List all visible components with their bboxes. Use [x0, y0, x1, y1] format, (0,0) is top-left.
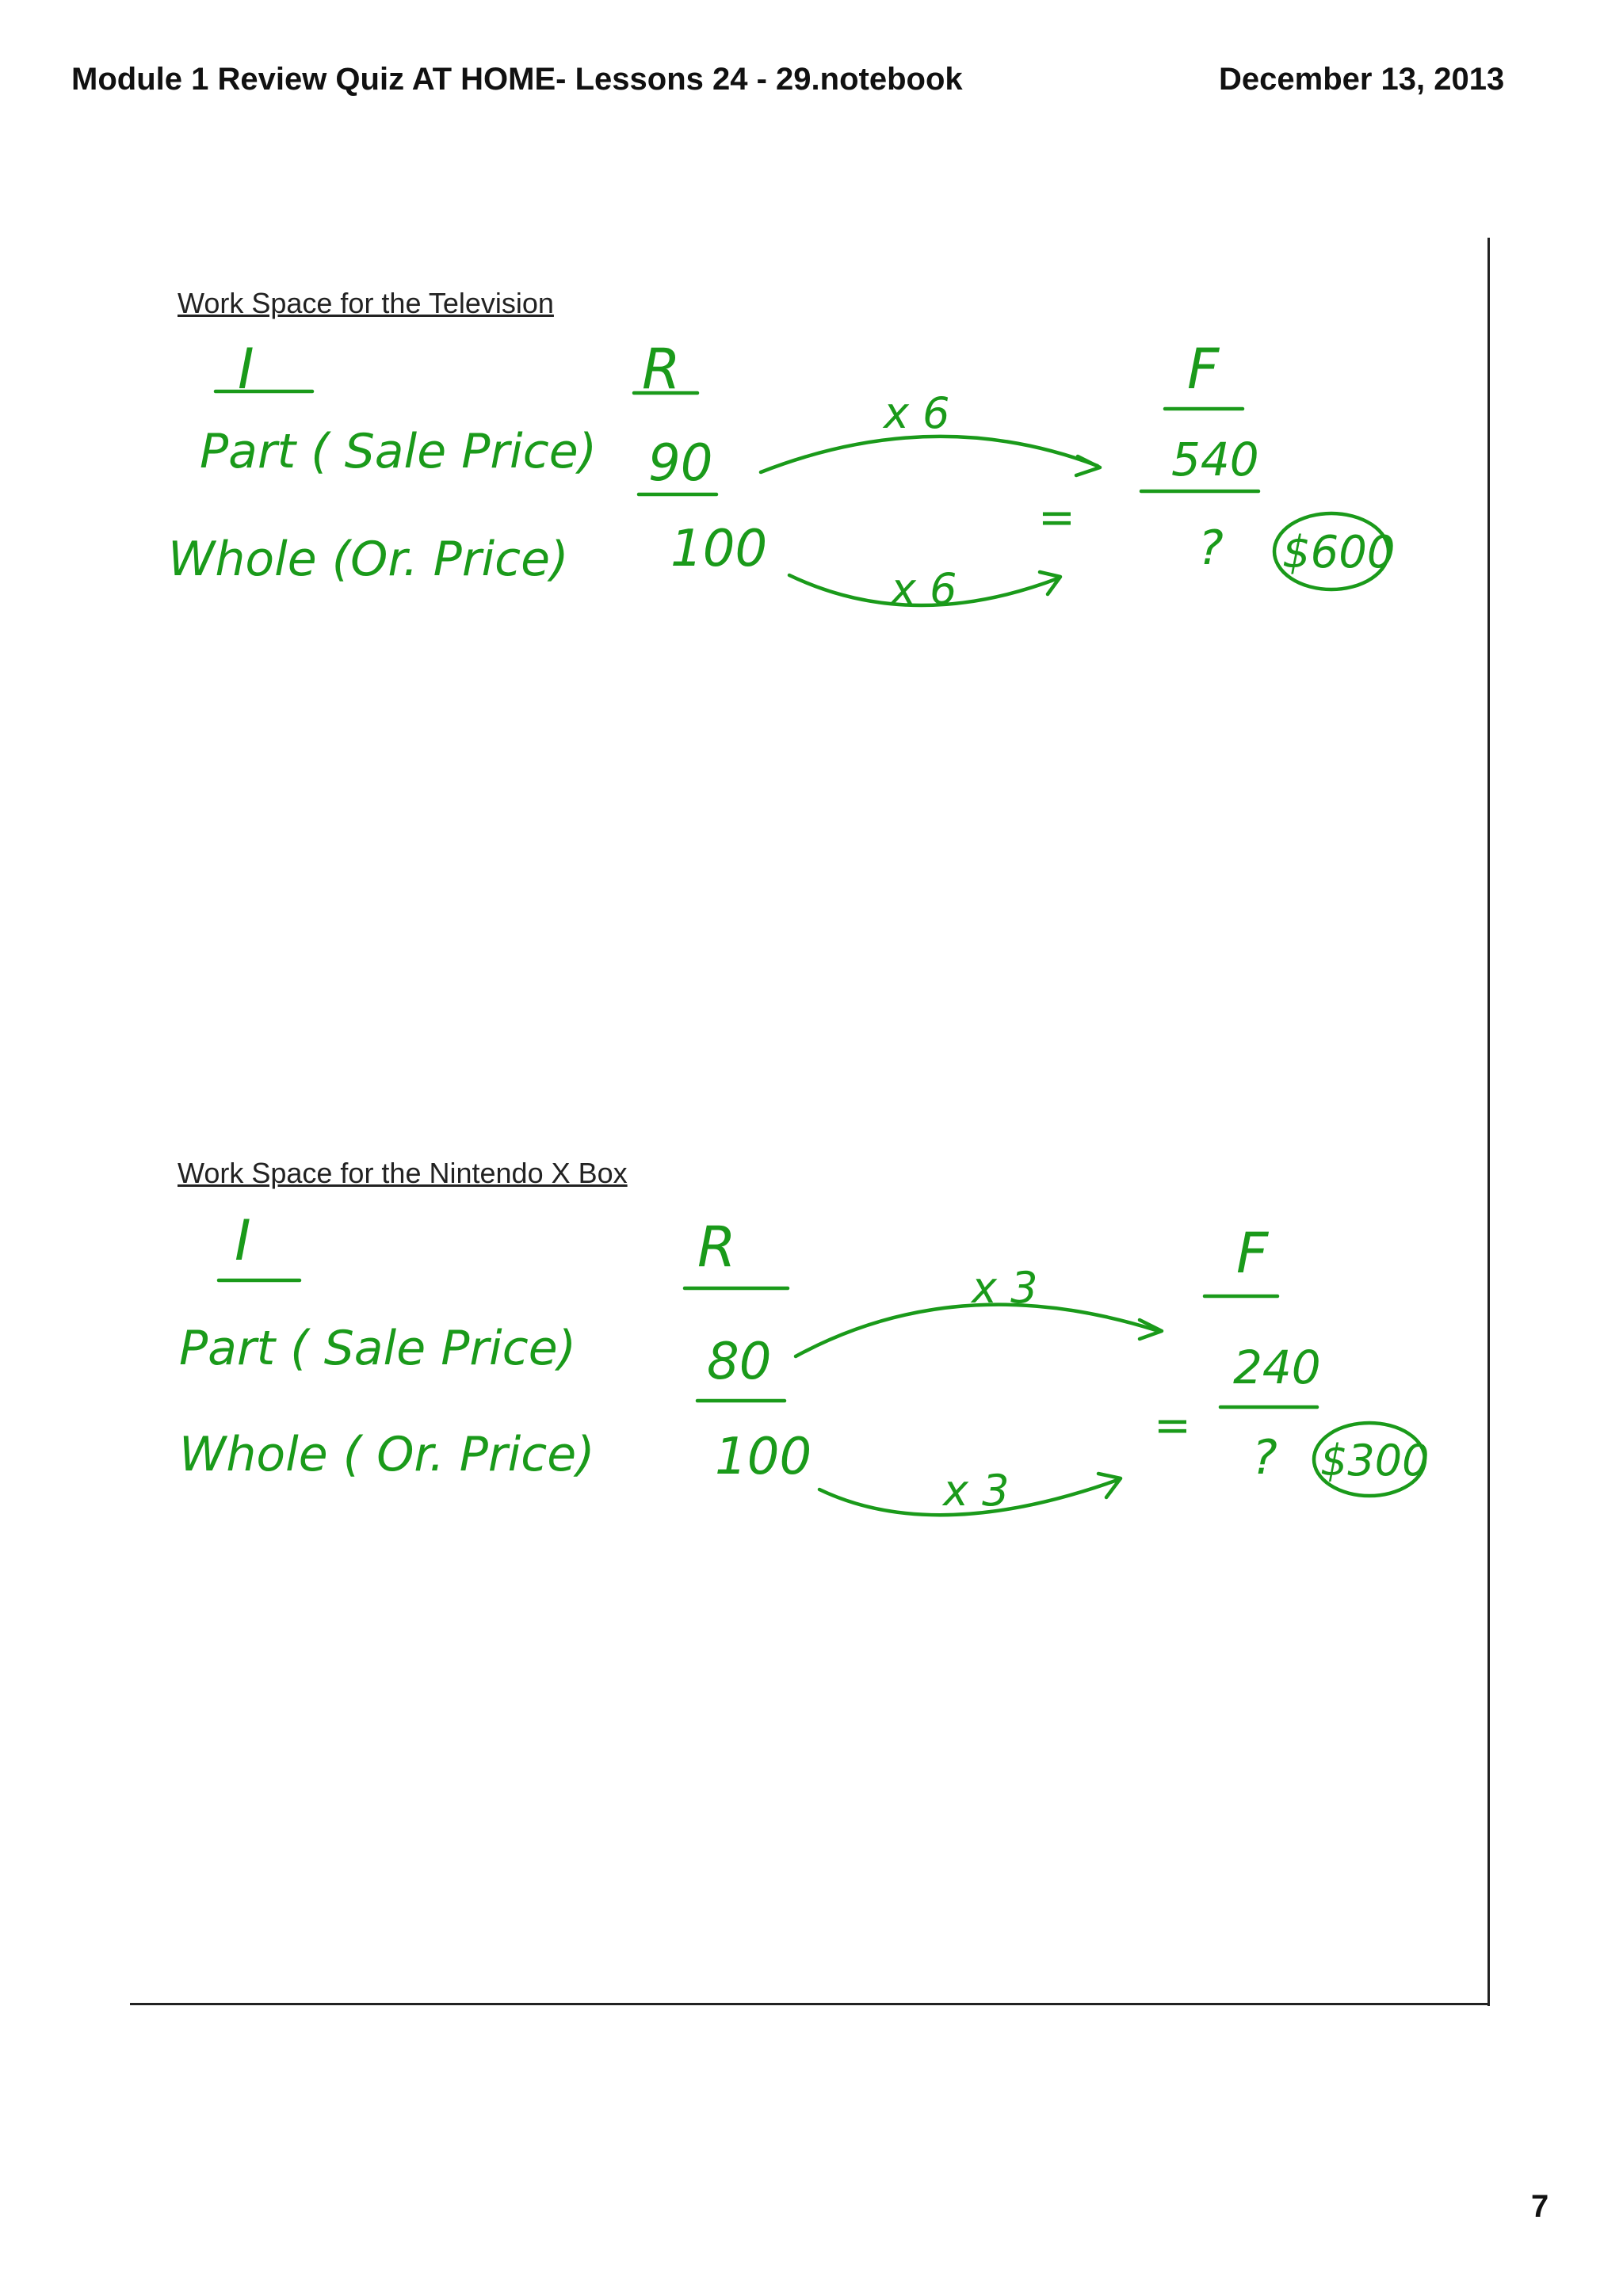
multiplier-label-top: x 6 [884, 388, 950, 438]
final-value-unknown: ? [1252, 1430, 1277, 1486]
ratio-value-top: 90 [648, 434, 713, 493]
ratio-value-bottom: 100 [715, 1428, 812, 1486]
ratio-value-bottom: 100 [670, 520, 768, 578]
row-label-whole: Whole (Or. Price) [168, 532, 569, 587]
row-label-whole: Whole ( Or. Price) [179, 1427, 595, 1482]
multiplier-label-bottom: x 6 [891, 564, 957, 614]
column-header-r: R [697, 1215, 736, 1280]
multiplier-label-top: x 3 [972, 1263, 1038, 1313]
multiply-arrow-top [761, 437, 1098, 472]
multiplier-label-bottom: x 3 [943, 1466, 1010, 1516]
arrowhead-top [1076, 456, 1100, 475]
page-number: 7 [1531, 2189, 1549, 2224]
document-date: December 13, 2013 [1219, 62, 1505, 97]
final-value-top: 240 [1233, 1341, 1321, 1394]
answer-value: $300 [1320, 1436, 1430, 1486]
column-header-f: F [1187, 337, 1220, 402]
column-header-f: F [1236, 1221, 1269, 1286]
final-value-top: 540 [1171, 433, 1259, 486]
final-value-unknown: ? [1198, 521, 1224, 576]
nintendo-ratio-table [179, 1208, 1429, 1516]
document-title: Module 1 Review Quiz AT HOME- Lessons 24 - 29.notebook [71, 62, 963, 97]
television-ratio-table [168, 337, 1396, 614]
row-label-part: Part ( Sale Price) [200, 424, 598, 479]
equals-sign: = [1038, 492, 1075, 543]
column-header-i: I [238, 337, 254, 402]
row-label-part: Part ( Sale Price) [179, 1321, 577, 1376]
section-heading-television: Work Space for the Television [178, 287, 554, 319]
ratio-value-top: 80 [707, 1333, 772, 1391]
column-header-r: R [642, 337, 681, 402]
equals-sign: = [1154, 1400, 1191, 1451]
column-header-i: I [235, 1208, 251, 1273]
section-heading-nintendo: Work Space for the Nintendo X Box [178, 1157, 628, 1189]
answer-value: $600 [1282, 527, 1396, 578]
